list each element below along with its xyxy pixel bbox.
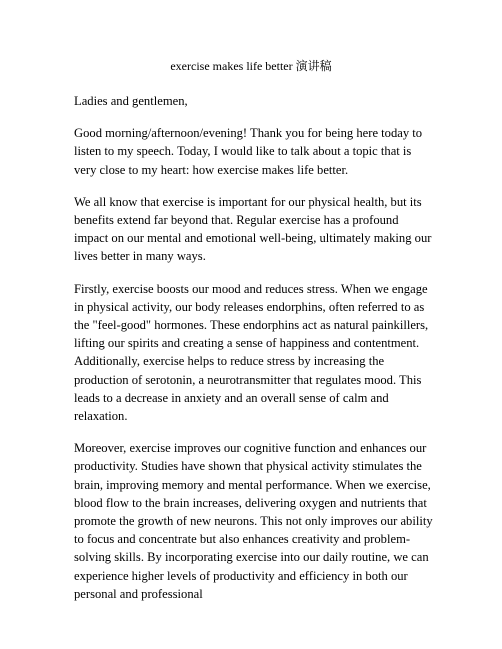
document-title: exercise makes life better 演讲稿 [170,59,332,73]
document-body [74,92,434,617]
paragraph-mood-stress: Firstly, exercise boosts our mood and reduces stress. When we engage in physical activity, our body releases endorphins, often referred to as the "feel-good" hormones. These endorphins act as natural painkillers, lifting our spirits and creating a sense of happiness and contentment. Additionally, exercise helps to reduce stress by increasing the production of serotonin, a neurotransmitter that regulates mood. This leads to a decrease in anxiety and an overall sense of calm and relaxation. [74,281,429,424]
paragraph-greeting: Ladies and gentlemen, [74,94,188,108]
paragraph-cognitive-function: Moreover, exercise improves our cognitive function and enhances our productivity. Studies have shown that physical activity stimulates the brain, improving memory and mental performance. When we exercise, blood flow to the brain increases, delivering oxygen and nutrients that promote the growth of new neurons. This not only improves our ability to focus and concentrate but also enhances creativity and problem-solving skills. By incorporating exercise into our daily routine, we can experience higher levels of productivity and efficiency in both our personal and professional [74,441,433,601]
paragraph-introduction: Good morning/afternoon/evening! Thank you for being here today to listen to my speech. Today, I would like to talk about a topic that is very close to my heart: how exercise makes life better. [74,126,423,177]
paragraph-overview: We all know that exercise is important for our physical health, but its benefits extend far beyond that. Regular exercise has a profound impact on our mental and emotional well-being, ultimately making our lives better in many ways. [74,194,432,264]
